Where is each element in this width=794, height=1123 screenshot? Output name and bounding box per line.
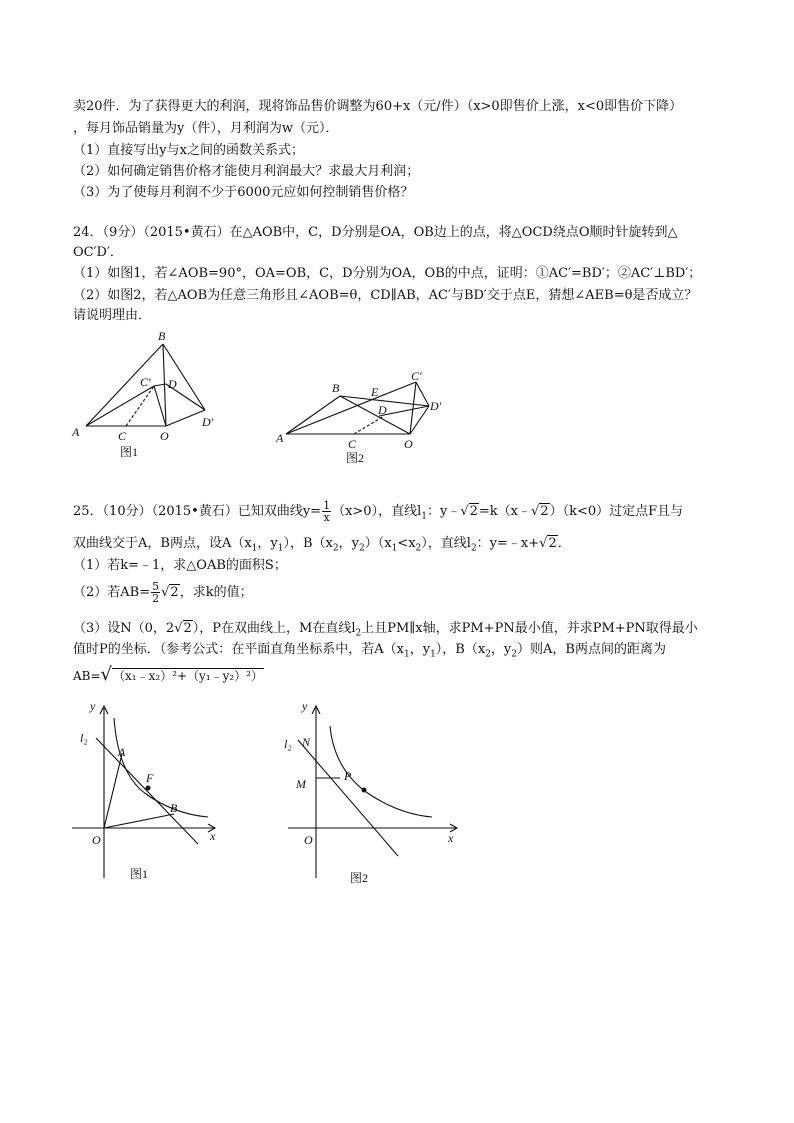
q23-line1: 卖20件．为了获得更大的利润，现将饰品售价调整为60+x（元/件）（x>0即售价上涨，x<0即售价下降） — [73, 99, 683, 114]
q24-f2-label-c: C — [348, 437, 357, 451]
q24-part1: （1）如图1，若∠AOB=90°，OA=OB，C，D分别为OA，OB的中点，证明：①AC′=BD′；②AC′⊥BD′； — [73, 266, 702, 281]
q25-f2-label-y: y — [302, 699, 308, 713]
q24-f1-label-c-prime: C′ — [140, 375, 151, 389]
q25-f1-label-a: A — [118, 745, 126, 759]
sqrt-two-c: √2 — [539, 536, 557, 551]
q24-part2: （2）如图2，若△AOB为任意三角形且∠AOB=θ，CD∥AB，AC′与BD′交于点E，猜想∠AEB=θ是否成立？ — [73, 288, 698, 303]
q24-f2-label-d-prime: D′ — [430, 399, 442, 413]
q25-f1-label-b: B — [170, 801, 178, 815]
fraction-five-halves: $\frac{5}{2}$ — [152, 580, 160, 605]
q23-part3: （3）为了使每月利润不少于6000元应如何控制销售价格？ — [73, 185, 414, 200]
q24-part2b: 请说明理由． — [73, 308, 152, 323]
q25-f2-label-n: N — [302, 735, 311, 749]
q25-f1-caption: 图1 — [130, 867, 149, 881]
q25-figure-1 — [66, 696, 226, 886]
q24-line1: 24．（9分）（2015•黄石）在△AOB中，C，D分别是OA，OB边上的点，将△OCD绕点O顺时针旋转到△ — [73, 225, 678, 240]
q25-f2-label-p: P — [344, 769, 352, 783]
q23-part2: （2）如何确定销售价格才能使月利润最大？求最大月利润； — [73, 164, 420, 179]
q25-line2: 双曲线交于A，B两点，设$A(x_1$，$y_1$），$B(x_2$，$y_2)(x_1<x_2)$，直线$l_2$：y=﹣x+√2． — [73, 536, 571, 554]
q24-f2-label-d: D — [378, 403, 387, 417]
q25-f1-label-o: O — [92, 833, 101, 847]
q24-f1-label-d: D — [168, 377, 177, 391]
q23-part1: （1）直接写出y与x之间的函数关系式； — [73, 143, 304, 158]
q24-figure-2 — [274, 364, 454, 469]
q24-f1-caption: 图1 — [120, 445, 139, 459]
q24-f2-caption: 图2 — [346, 451, 365, 465]
sqrt-two-b: √2 — [531, 504, 549, 519]
q24-f1-label-o: O — [160, 429, 169, 443]
sqrt-two-a: √2 — [460, 504, 478, 519]
q25-f2-label-m: M — [296, 777, 306, 791]
q25-part3-line2: 值时P的坐标．（参考公式：在平面直角坐标系中，若$A(x_1$，$y_1$），$B(x_2$，$y_2$）则A，B两点间的距离为 — [73, 642, 666, 660]
q24-f1-label-c: C — [118, 429, 127, 443]
q25-f2-label-x: x — [448, 831, 454, 845]
q25-part3: （3）设N（0，2√2），P在双曲线上，M在直线$l_2$上且PM∥x轴，求PM+PN最小值，并求PM+PN取得最小 — [73, 621, 698, 639]
q23-line2: ，每月饰品销量为y（件），月利润为w（元）． — [73, 121, 339, 136]
q24-f2-label-e: E — [371, 385, 379, 399]
q24-f2-label-c-prime: C′ — [411, 369, 422, 383]
q25-part2: （2）若AB= $\frac{5}{2}$ √2，求k的值； — [73, 580, 253, 605]
q24-f1-label-b: B — [158, 329, 166, 343]
q25-figure-2 — [280, 696, 460, 886]
q25-f1-label-l2: l₂ — [80, 731, 88, 745]
q24-line2: OC′D′． — [73, 245, 123, 260]
q24-f2-label-o: O — [404, 437, 413, 451]
q24-f2-label-a: A — [276, 431, 284, 445]
q25-line1: 25．（10分）（2015•黄石）已知双曲线y= $\frac{1}{x}$ （x>0），直线$l_1$：y﹣√2=k（x﹣√2）（k<0）过定点F且与 — [73, 499, 684, 524]
q24-figure-1 — [68, 328, 228, 463]
fraction-one-over-x: $\frac{1}{x}$ — [323, 499, 331, 524]
q25-f1-label-f: F — [146, 771, 154, 785]
q25-distance-formula: AB=√（x₁﹣x₂）²+（y₁﹣y₂）²） — [73, 664, 264, 685]
q25-f2-label-o: O — [304, 833, 313, 847]
sqrt-two-d: √2 — [161, 585, 179, 600]
q24-f1-label-a: A — [72, 425, 80, 439]
q24-f2-label-b: B — [332, 381, 340, 395]
q25-f2-caption: 图2 — [350, 871, 369, 885]
q25-part1: （1）若k=﹣1，求△OAB的面积S； — [73, 558, 287, 573]
q25-f2-label-l2: l₂ — [284, 737, 292, 751]
sqrt-distance: √（x₁﹣x₂）²+（y₁﹣y₂）²） — [100, 664, 264, 685]
q25-f1-label-x: x — [210, 829, 216, 843]
q25-f1-label-y: y — [90, 699, 96, 713]
sqrt-two-e: √2 — [174, 621, 192, 636]
q24-f1-label-d-prime: D′ — [202, 415, 214, 429]
